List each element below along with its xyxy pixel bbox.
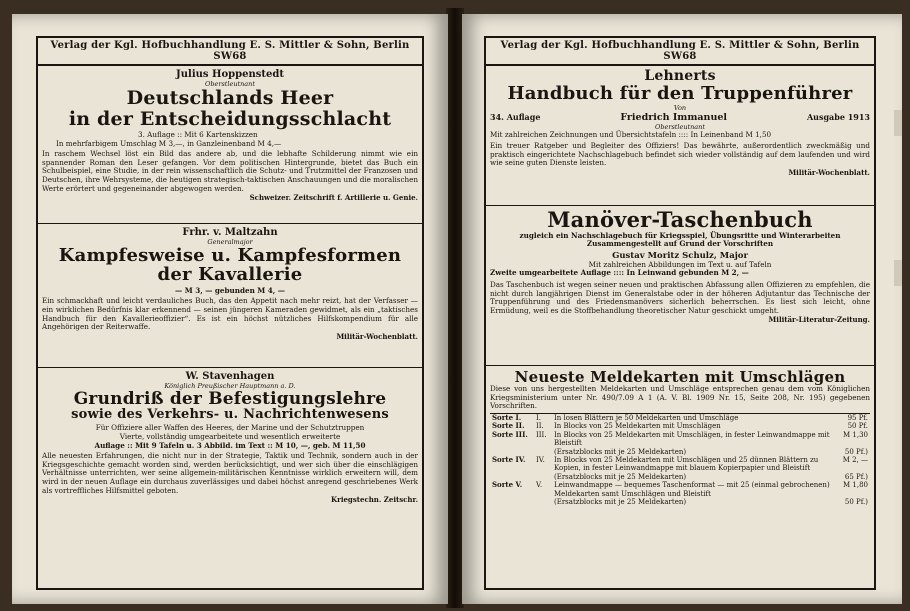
sort-roman: II. [536, 422, 544, 431]
details-line-1: Mit zahlreichen Abbildungen im Text u. auf Tafeln [588, 259, 772, 269]
details-line: Mit zahlreichen Zeichnungen und Übersichtstafeln :::: In Leinenband M 1,50 [490, 129, 772, 139]
book-title-line2: in der Entscheidungsschlacht [68, 107, 392, 130]
subtitle-1: zugleich ein Nachschlagebuch für Kriegsspiel, Übungsritte und Winterarbeiten [519, 230, 841, 240]
sort-price-table [490, 413, 870, 506]
sort-description: (Ersatzblocks mit je 25 Meldekarten) [554, 447, 687, 456]
description: Alle neuesten Erfahrungen, die nicht nur in der Strategie, Taktik und Technik, sondern auch in der Kriegsgeschichte gemacht worden sind, werden berücksichtigt, und wer sich über die einschlägigen Verhältnisse unterrichten, wer seine allgemein-militärischen Kenntnisse wirklich erweitern will, dem wird in der neuen Auflage ein durchaus zuverlässiges und dabei höchst anregend geschriebenes Werk als vortreffliches Hilfsmittel geboten. [42, 451, 418, 495]
product-title: Neueste Meldekarten mit Umschlägen [514, 368, 846, 386]
sort-label: Sorte I. [492, 412, 522, 422]
sort-label: Sorte V. [492, 480, 523, 490]
ad-kampfesweise [38, 224, 422, 368]
sort-description: (Ersatzblocks mit je 25 Meldekarten) [554, 472, 687, 481]
sort-label: Sorte IV. [492, 455, 526, 464]
sort-description: Leinwandmappe — bequemes Taschenformat — mit 25 (einmal gebrochenen) Meldekarten samt Umschlägen und Bleistift [554, 481, 830, 498]
description: In raschem Wechsel löst ein Bild das andere ab, und die lebhafte Schilderung nimmt wie ein spannender Roman den Leser gefangen. Vor dem politischen Hintergrunde, bietet das Buch ein Schulbeispiel, eine Studie, in der rein wissenschaftlich die Schutz- und Trutzmittel der Franzosen und Deutschen, ihre Wehrsysteme, die heutigen strategisch-taktischen Anschauungen und die moralischen Werte erörtert und gegeneinander abgewogen werden. [42, 149, 418, 193]
author: W. Stavenhagen [185, 371, 275, 382]
sort-price: 50 Pf.) [844, 498, 868, 507]
sort-row [490, 456, 870, 473]
von-label: Von [673, 103, 687, 112]
sort-label [490, 498, 534, 506]
edition-row [490, 112, 870, 123]
subtitle-2: Zusammengestellt auf Grund der Vorschriften [586, 239, 774, 249]
sort-price: 50 Pf. [847, 422, 868, 431]
rank: Oberstleutnant [655, 122, 705, 131]
review-source: Militär-Literatur-Zeitung. [768, 315, 870, 325]
book-title: Manöver-Taschenbuch [547, 207, 813, 232]
author: Julius Hoppenstedt [176, 69, 284, 80]
description: Ein treuer Ratgeber und Begleiter des Offiziers! Das bewährte, außerordentlich zweckmäßig und praktisch eingerichtete Nachschlagebuch befindet sich wieder vollständig auf dem laufenden und wird wie seine guten Dienste leisten. [490, 141, 870, 168]
ad-truppenfuehrer [486, 66, 874, 206]
ad-meldekarten [486, 366, 874, 509]
publisher-header: Verlag der Kgl. Hofbuchhandlung E. S. Mittler & Sohn, Berlin SW68 [38, 38, 422, 66]
sort-roman: V. [536, 481, 543, 490]
binding: In mehrfarbigem Umschlag M 3,—, in Ganzleinenband M 4,— [56, 138, 282, 148]
issue: Ausgabe 1913 [806, 112, 870, 123]
sort-row [490, 473, 870, 481]
page-tab-marker [894, 110, 902, 136]
book-title-line2: der Kavallerie [157, 264, 303, 286]
author: Friedrich Immanuel [620, 111, 728, 123]
details-line-2: Zweite umgearbeitete Auflage :::: In Leinwand gebunden M 2, — [490, 268, 749, 278]
sort-description: (Ersatzblocks mit je 25 Meldekarten) [554, 498, 687, 507]
sort-row [490, 413, 870, 422]
left-page [12, 14, 448, 604]
rank: Oberstleutnant [205, 80, 255, 88]
ad-deutschlands-heer [38, 66, 422, 224]
book-title: Handbuch für den Truppenführer [507, 83, 853, 105]
sort-row [490, 498, 870, 506]
description: Ein schmackhaft und leicht verdauliches Buch, das den Appetit nach mehr reizt, hat der Verfasser — ein wirklichen Bedürfnis klar erkennend — seinen jüngeren Kameraden gewidmet, als ein „taktisches Handbuch für den Kavallerieoffizier“. Es ist ein höchst nützliches Hilfskompendium für alle Angehörigen der Reiterwaffe. [42, 296, 418, 332]
sort-row [490, 431, 870, 448]
author: Gustav Moritz Schulz, Major [612, 250, 748, 261]
review-source: Schweizer. Zeitschrift f. Artillerie u. Genie. [249, 193, 418, 203]
sort-description: In Blocks von 25 Meldekarten mit Umschlägen [554, 422, 721, 431]
edition: 34. Auflage [490, 112, 541, 123]
sort-price: 95 Pf. [847, 413, 868, 422]
right-page [462, 14, 902, 604]
sort-description: In Blocks von 25 Meldekarten mit Umschlägen und 25 dünnen Blättern zu Kopien, in fester Leinwandmappe mit blauem Kopierpapier und Bleistift [554, 456, 819, 473]
sort-price: M 1,80 [843, 481, 868, 490]
sort-roman [534, 473, 552, 481]
sort-label: Sorte II. [492, 421, 525, 431]
sort-description: In losen Blättern je 50 Meldekarten und Umschläge [554, 413, 739, 422]
author: Frhr. v. Maltzahn [182, 227, 278, 238]
sort-roman: III. [536, 430, 547, 439]
sort-roman: I. [536, 413, 541, 422]
sort-label: Sorte III. [492, 429, 528, 439]
sort-row [490, 481, 870, 498]
sort-roman: IV. [536, 456, 545, 464]
book-title-line1: Deutschlands Heer [126, 87, 334, 109]
subtitle-2: Vierte, vollständig umgearbeitete und wesentlich erweiterte [119, 431, 341, 441]
sort-roman [534, 448, 552, 456]
price: — M 3, — gebunden M 4, — [175, 285, 285, 295]
left-page-frame [36, 36, 424, 590]
sort-row [490, 422, 870, 430]
sort-price: 65 Pf.) [844, 472, 868, 481]
description: Das Taschenbuch ist wegen seiner neuen und praktischen Abfassung allen Offizieren zu empfehlen, die nicht durch langjährigen Dienst im Generalstabe oder in der höheren Adjutantur das Technische der Truppenführung und des Friedensmanövers sicherlich beherrschen. Es liest sich leicht, ohne Ermüdung, weil es die Stoffbehandlung theoretischer Natur geschickt umgeht. [490, 280, 870, 315]
book-title-line1: Grundriß der Befestigungslehre [73, 389, 387, 409]
subtitle-1: Für Offiziere aller Waffen des Heeres, der Marine und der Schutztruppen [95, 423, 365, 433]
review-source: Militär-Wochenblatt. [788, 167, 870, 177]
sort-price: M 2, — [842, 456, 868, 464]
book-title-line1: Kampfesweise u. Kampfesformen [58, 245, 402, 266]
ad-manoever-taschenbuch [486, 206, 874, 366]
sort-price: 50 Pf.) [844, 447, 868, 456]
sort-price: M 1,30 [843, 430, 868, 439]
description: Diese von uns hergestellten Meldekarten und Umschläge entsprechen genau dem vom Königlichen Kriegsministerium unter Nr. 490/7.09 A 1 (A. V. Bl. 1909 Nr. 15, Seite 208, Nr. 195) gegebenen Vorschriften. [490, 384, 870, 411]
edition: 3. Auflage :: Mit 6 Kartenskizzen [138, 130, 258, 140]
review-source: Kriegstechn. Zeitschr. [331, 495, 418, 505]
sort-row [490, 448, 870, 456]
subtitle-3: Auflage :: Mit 9 Tafeln u. 3 Abbild. im Text :: M 10, —, geb. M 11,50 [94, 440, 366, 450]
sort-roman [534, 498, 552, 506]
book-title-line2: sowie des Verkehrs- u. Nachrichtenwesens [71, 407, 389, 423]
rank: Königlich Preußischer Hauptmann a. D. [164, 382, 296, 390]
book-pretitle: Lehnerts [644, 68, 716, 84]
right-page-frame [484, 36, 876, 590]
ad-befestigungslehre [38, 368, 422, 507]
publisher-header: Verlag der Kgl. Hofbuchhandlung E. S. Mittler & Sohn, Berlin SW68 [486, 38, 874, 66]
rank: Generalmajor [207, 238, 253, 246]
sort-description: In Blocks von 25 Meldekarten mit Umschlägen, in fester Leinwandmappe mit Bleistift [554, 430, 830, 448]
review-source: Militär-Wochenblatt. [336, 331, 418, 341]
page-tab-marker [894, 260, 902, 286]
